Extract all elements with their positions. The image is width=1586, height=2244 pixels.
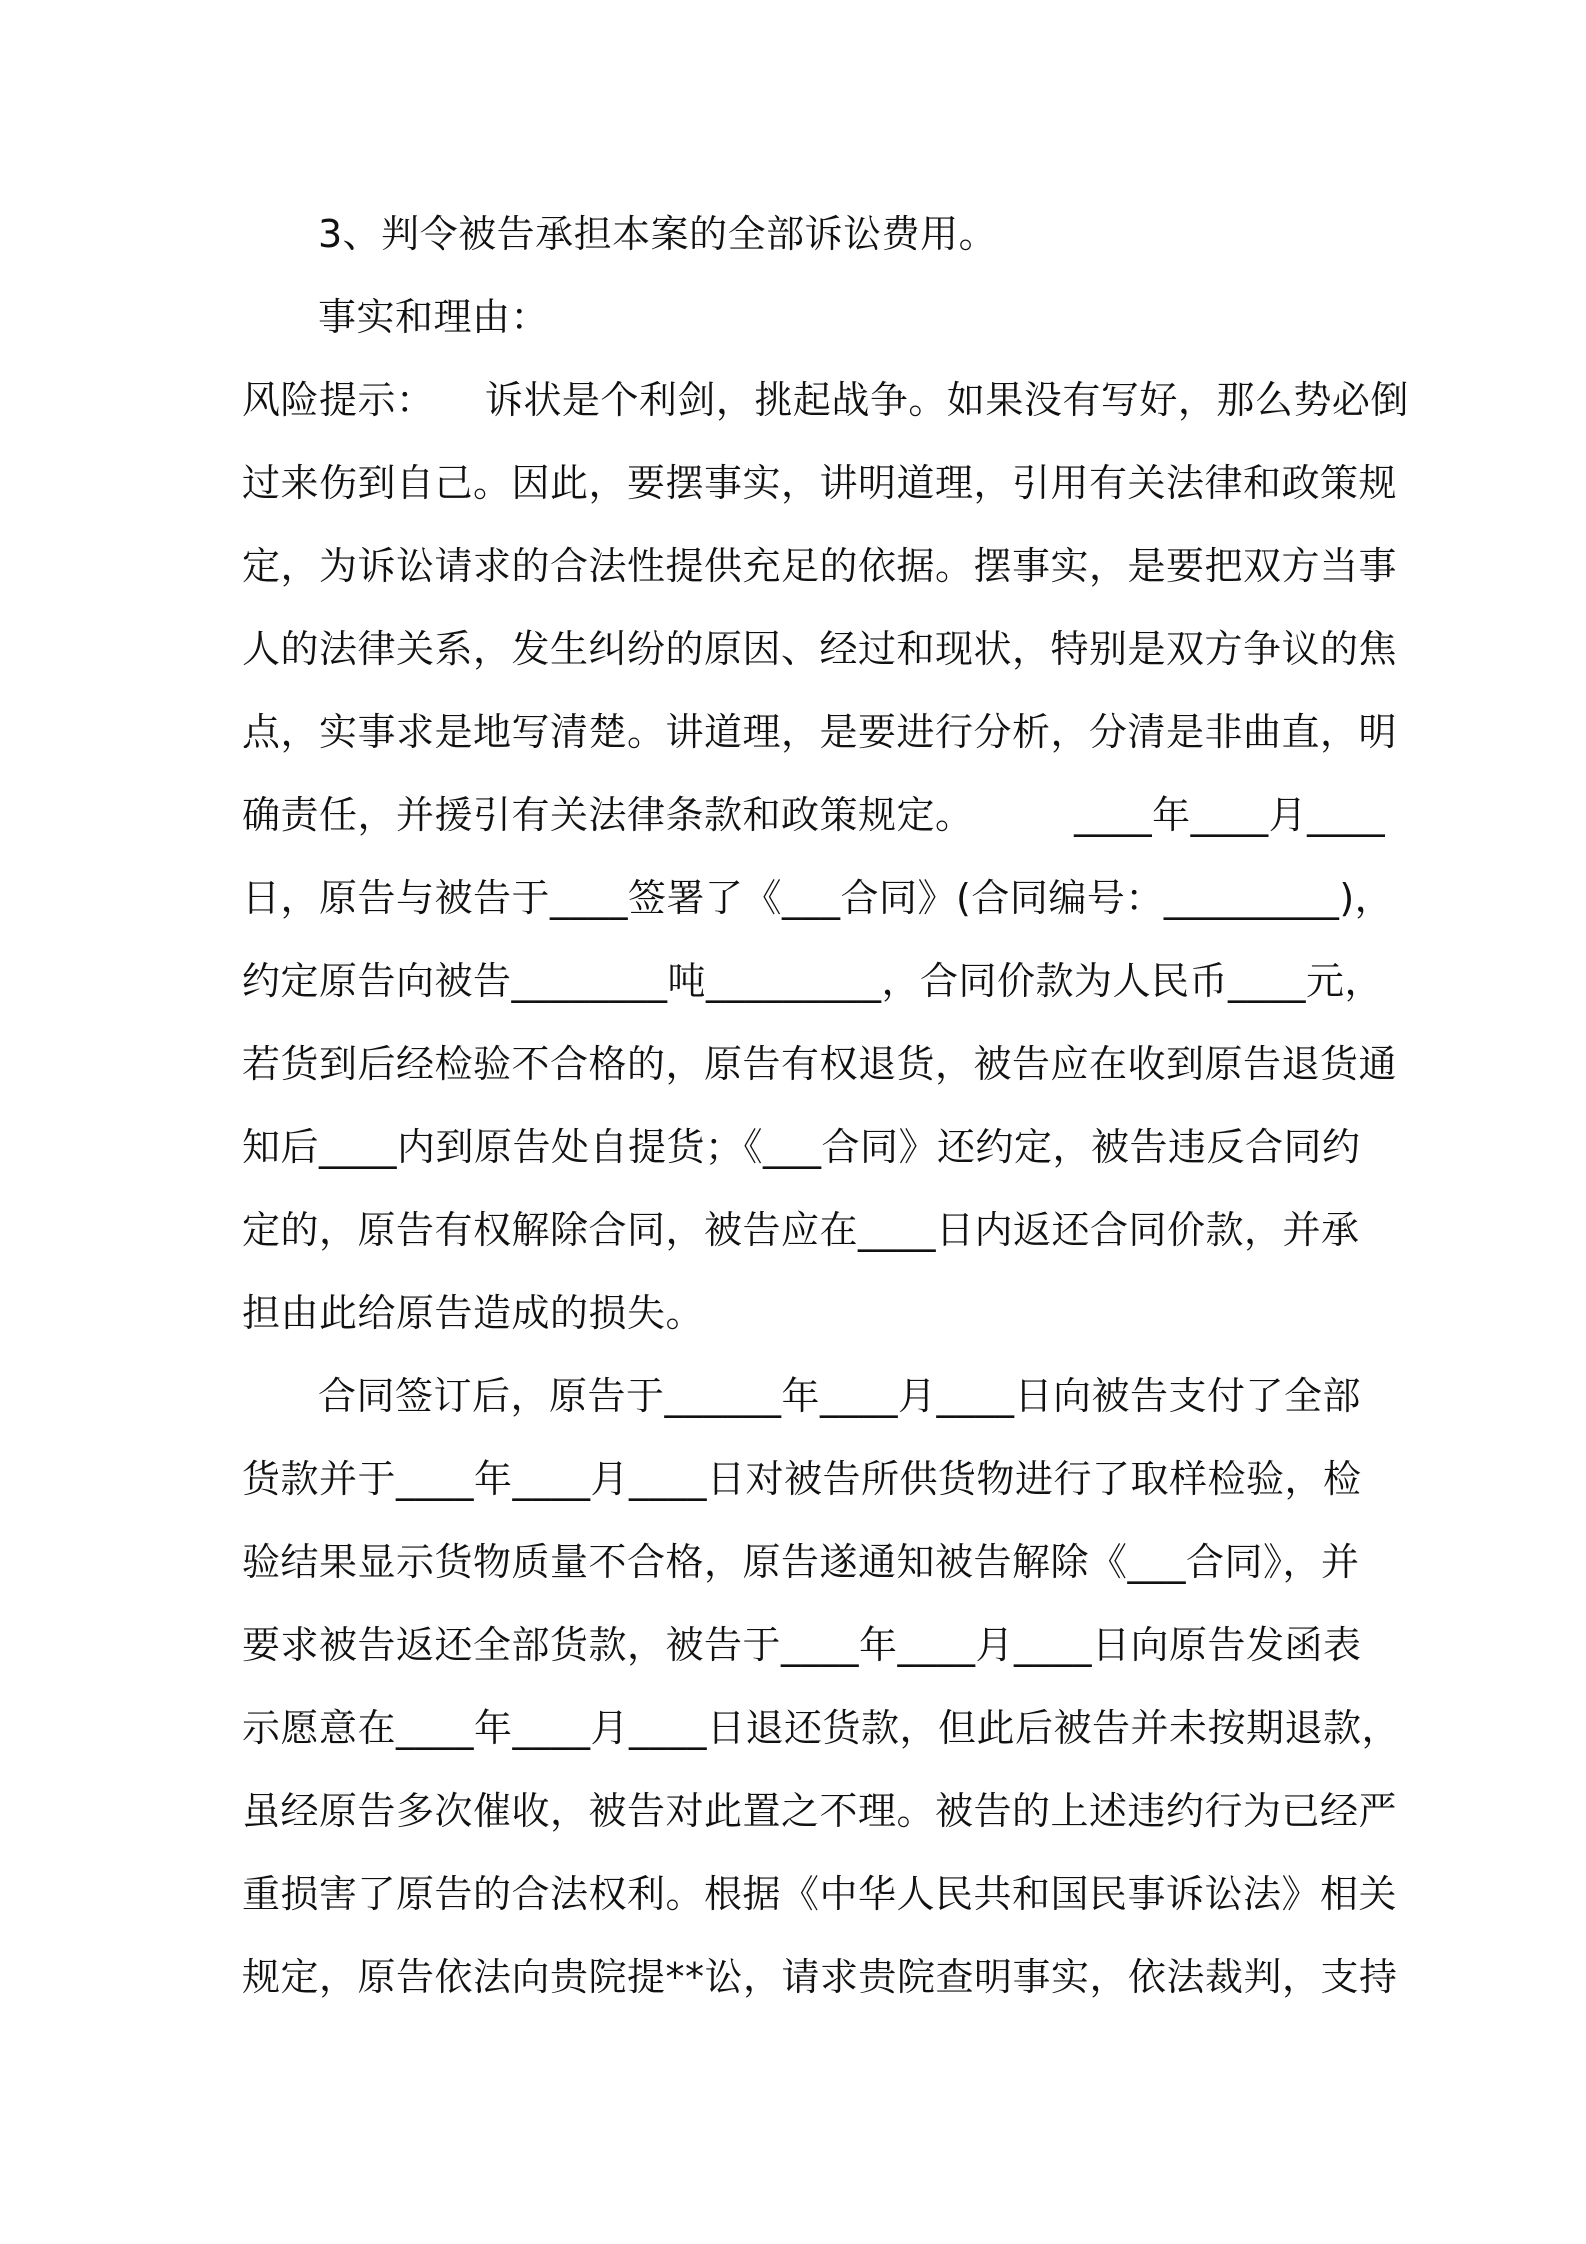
text-line: 过来伤到自己。因此，要摆事实，讲明道理，引用有关法律和政策规 (242, 461, 1398, 505)
text-line: 确责任，并援引有关法律条款和政策规定。 ____年____月____ (242, 793, 1386, 837)
text-line: 验结果显示货物质量不合格，原告遂通知被告解除《___合同》，并 (242, 1540, 1360, 1584)
text-line: 3、判令被告承担本案的全部诉讼费用。 (318, 212, 998, 256)
text-line: 合同签订后，原告于______年____月____日向被告支付了全部 (318, 1374, 1362, 1418)
text-line: 人的法律关系，发生纠纷的原因、经过和现状，特别是双方争议的焦 (242, 627, 1398, 671)
text-line: 担由此给原告造成的损失。 (242, 1291, 705, 1335)
text-line: 定，为诉讼请求的合法性提供充足的依据。摆事实，是要把双方当事 (242, 544, 1398, 588)
text-line: 要求被告返还全部货款，被告于____年____月____日向原告发函表 (242, 1623, 1362, 1667)
text-line: 虽经原告多次催收，被告对此置之不理。被告的上述违约行为已经严 (242, 1789, 1398, 1833)
text-line: 知后____内到原告处自提货；《___合同》还约定，被告违反合同约 (242, 1125, 1361, 1169)
text-line: 约定原告向被告________吨_________，合同价款为人民币____元， (242, 959, 1384, 1003)
text-line: 重损害了原告的合法权利。根据《中华人民共和国民事诉讼法》相关 (242, 1872, 1398, 1916)
text-line: 规定，原告依法向贵院提**讼，请求贵院查明事实，依法裁判，支持 (242, 1955, 1398, 1999)
text-line: 点，实事求是地写清楚。讲道理，是要进行分析，分清是非曲直，明 (242, 710, 1398, 754)
text-line: 示愿意在____年____月____日退还货款，但此后被告并未按期退款， (242, 1706, 1401, 1750)
section-heading: 事实和理由： (318, 295, 550, 339)
text-line: 定的，原告有权解除合同，被告应在____日内返还合同价款，并承 (242, 1208, 1360, 1252)
text-line: 风险提示： 诉状是个利剑，挑起战争。如果没有写好，那么势必倒 (242, 378, 1409, 422)
text-line: 货款并于____年____月____日对被告所供货物进行了取样检验，检 (242, 1457, 1362, 1501)
text-line: 若货到后经检验不合格的，原告有权退货，被告应在收到原告退货通 (242, 1042, 1398, 1086)
text-line: 日，原告与被告于____签署了《___合同》(合同编号：_________)， (242, 876, 1394, 920)
